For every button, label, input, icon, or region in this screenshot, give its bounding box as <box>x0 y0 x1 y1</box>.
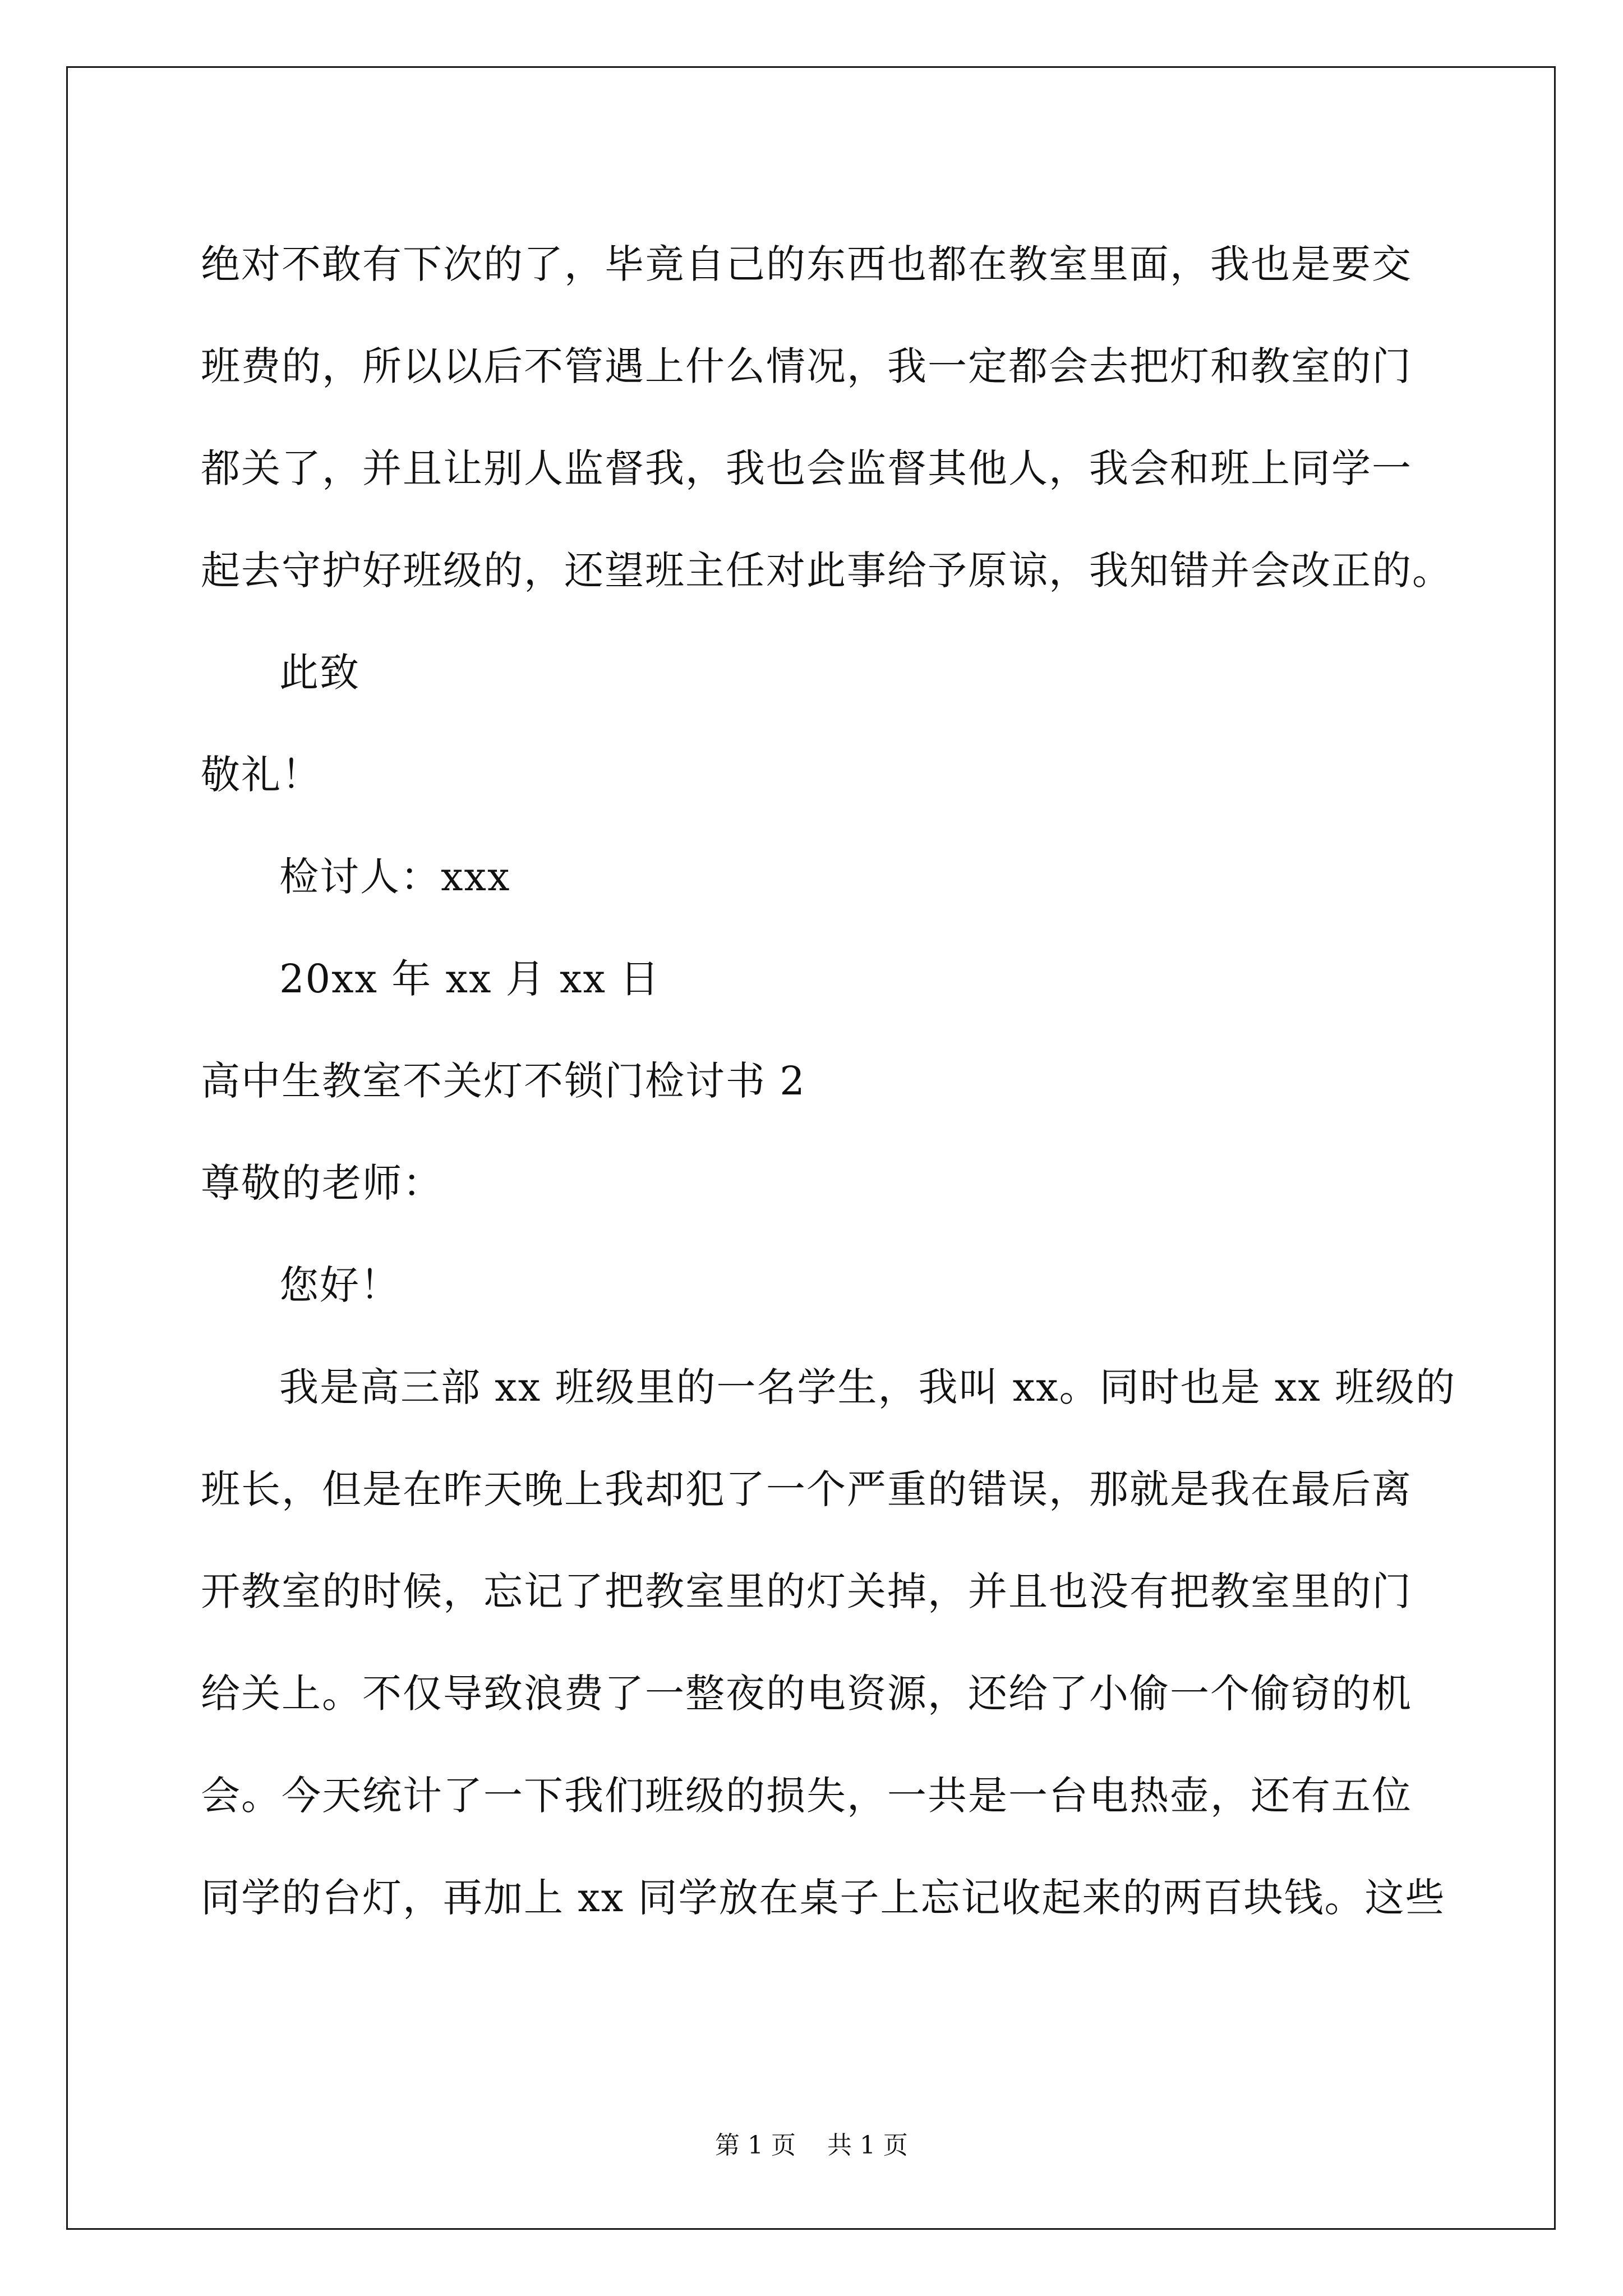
page-footer: 第 1 页 共 1 页 <box>715 2131 908 2160</box>
text-line: 班费的，所以以后不管遇上什么情况，我一定都会去把灯和教室的门 <box>201 343 1412 389</box>
text-line: 起去守护好班级的，还望班主任对此事给予原谅，我知错并会改正的。 <box>201 547 1453 593</box>
signature-date: 20xx 年 xx 月 xx 日 <box>279 956 661 1002</box>
greeting: 尊敬的老师： <box>201 1160 443 1206</box>
text-line: 绝对不敢有下次的了，毕竟自己的东西也都在教室里面，我也是要交 <box>201 241 1412 287</box>
greeting-hello: 您好！ <box>279 1262 400 1308</box>
text-line: 我是高三部 xx 班级里的一名学生，我叫 xx。同时也是 xx 班级的 <box>279 1364 1456 1410</box>
text-line: 班长，但是在昨天晚上我却犯了一个严重的错误，那就是我在最后离 <box>201 1466 1412 1512</box>
text-line: 会。今天统计了一下我们班级的损失，一共是一台电热壶，还有五位 <box>201 1773 1412 1819</box>
document-body <box>201 213 1456 1949</box>
closing-regards: 敬礼！ <box>201 752 322 798</box>
closing-salutation: 此致 <box>279 650 360 696</box>
text-line: 同学的台灯，再加上 xx 同学放在桌子上忘记收起来的两百块钱。这些 <box>201 1875 1446 1921</box>
section-title: 高中生教室不关灯不锁门检讨书 2 <box>201 1058 806 1104</box>
signature-author: 检讨人：xxx <box>279 854 511 900</box>
text-line: 都关了，并且让别人监督我，我也会监督其他人，我会和班上同学一 <box>201 445 1412 491</box>
text-line: 给关上。不仅导致浪费了一整夜的电资源，还给了小偷一个偷窃的机 <box>201 1671 1412 1717</box>
text-line: 开教室的时候，忘记了把教室里的灯关掉，并且也没有把教室里的门 <box>201 1568 1412 1614</box>
